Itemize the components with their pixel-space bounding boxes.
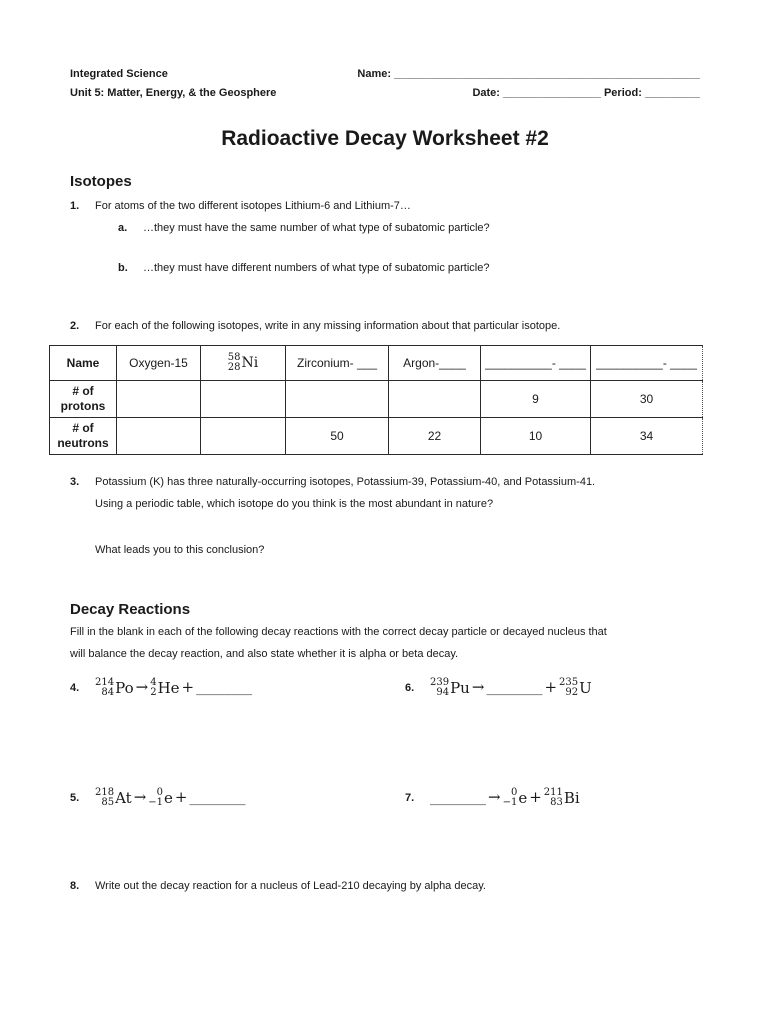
question-6 <box>405 678 700 698</box>
nuclide-symbol: At <box>115 789 132 807</box>
question-8-number: 8. <box>70 880 80 892</box>
table-cell: 34 <box>591 418 703 455</box>
question-1-text: For atoms of the two different isotopes Lithium-6 and Lithium-7… <box>95 200 411 212</box>
equation-row-1 <box>70 673 700 703</box>
table-header-name: Name <box>50 346 117 381</box>
nuclide-mass: 58 <box>227 352 241 363</box>
table-cell: 50 <box>286 418 389 455</box>
table-header-oxygen: Oxygen-15 <box>117 346 201 381</box>
question-2-number: 2. <box>70 320 80 332</box>
nuclide-mass: 0 <box>510 787 518 798</box>
table-cell: 9 <box>481 381 591 418</box>
question-5 <box>70 788 405 808</box>
nuclide-mass: 239 <box>430 677 450 688</box>
question-4 <box>70 678 405 698</box>
nuclide-bi-211 <box>544 788 580 808</box>
equation-5 <box>95 788 246 808</box>
nuclide-mass: 0 <box>156 787 164 798</box>
nuclide-u-235 <box>559 678 592 698</box>
question-1a <box>118 217 700 239</box>
plus-sign: + <box>181 678 195 696</box>
date-blank-line: ________________ <box>503 87 601 99</box>
question-3-followup: What leads you to this conclusion? <box>95 544 265 556</box>
question-3-number: 3. <box>70 476 80 488</box>
table-header-nickel <box>201 346 286 381</box>
nuclide-he-4 <box>150 678 179 698</box>
plus-sign: + <box>544 678 558 696</box>
question-1b-letter: b. <box>118 262 128 274</box>
nuclide-symbol: e <box>518 789 528 807</box>
date-label: Date: <box>472 87 500 99</box>
question-8 <box>70 875 700 897</box>
question-4-number: 4. <box>70 682 80 694</box>
nuclide-at-218 <box>95 788 132 808</box>
question-1 <box>70 195 700 217</box>
arrow: → <box>133 788 147 806</box>
period-blank-line: _________ <box>644 87 700 99</box>
date-period-fields <box>472 85 700 101</box>
nuclide-atomic: 94 <box>436 687 450 698</box>
row-label-protons: # of protons <box>50 381 117 418</box>
table-cell <box>201 381 286 418</box>
section-heading-isotopes: Isotopes <box>70 173 132 190</box>
question-5-number: 5. <box>70 792 80 804</box>
arrow: → <box>471 678 485 696</box>
question-2-text: For each of the following isotopes, write in any missing information about that particular isotope. <box>95 320 561 332</box>
equation-7 <box>430 788 580 808</box>
header-row-2 <box>70 85 700 101</box>
table-cell: 30 <box>591 381 703 418</box>
nuclide-mass: 235 <box>559 677 579 688</box>
question-2 <box>70 315 700 337</box>
answer-blank-6: ________ <box>486 680 543 696</box>
equation-4 <box>95 678 252 698</box>
table-cell <box>117 381 201 418</box>
nuclide-mass: 4 <box>150 677 157 688</box>
table-header-row <box>50 346 703 381</box>
question-3 <box>70 471 700 515</box>
table-cell <box>117 418 201 455</box>
question-1a-text: …they must have the same number of what type of subatomic particle? <box>143 222 490 234</box>
nuclide-electron <box>503 788 528 808</box>
nuclide-atomic: 85 <box>101 797 115 808</box>
arrow: → <box>488 788 501 806</box>
table-row-protons <box>50 381 703 418</box>
question-7 <box>405 788 700 808</box>
table-cell: 22 <box>389 418 481 455</box>
answer-blank-5: ________ <box>189 790 246 806</box>
section-heading-decay-reactions: Decay Reactions <box>70 601 191 618</box>
nuclide-electron <box>148 788 173 808</box>
nuclide-symbol: Bi <box>563 789 580 807</box>
question-1b-text: …they must have different numbers of what type of subatomic particle? <box>143 262 490 274</box>
question-8-text: Write out the decay reaction for a nucleus of Lead-210 decaying by alpha decay. <box>95 880 486 892</box>
nuclide-atomic: 92 <box>565 687 579 698</box>
header-row-1 <box>70 66 700 82</box>
decay-intro-line2: will balance the decay reaction, and also state whether it is alpha or beta decay. <box>70 648 459 660</box>
row-label-neutrons: # of neutrons <box>50 418 117 455</box>
nuclide-atomic: 28 <box>227 362 241 373</box>
nuclide-atomic: −1 <box>148 797 164 808</box>
nuclide-symbol: Ni <box>241 355 259 371</box>
question-7-number: 7. <box>405 792 415 804</box>
name-blank-line: __________________________________________________ <box>394 68 700 80</box>
nuclide-pu-239 <box>430 678 470 698</box>
table-header-zirconium: Zirconium- ___ <box>286 346 389 381</box>
nuclide-po-214 <box>95 678 134 698</box>
decay-intro <box>70 621 700 665</box>
question-1a-letter: a. <box>118 222 128 234</box>
answer-blank-4: ________ <box>196 680 253 696</box>
table-header-blank-2: __________- ____ <box>591 346 703 381</box>
nuclide-ni-58 <box>228 353 258 373</box>
nuclide-atomic: −1 <box>502 797 518 808</box>
question-1-number: 1. <box>70 200 80 212</box>
equation-row-2 <box>70 783 700 813</box>
course-title: Integrated Science <box>70 68 168 80</box>
nuclide-atomic: 83 <box>550 797 563 808</box>
nuclide-symbol: Pu <box>450 679 470 697</box>
table-header-blank-1: __________- ____ <box>481 346 591 381</box>
answer-blank-7: ________ <box>430 790 486 806</box>
unit-title: Unit 5: Matter, Energy, & the Geosphere <box>70 87 277 99</box>
name-label: Name: <box>357 68 392 80</box>
page-title: Radioactive Decay Worksheet #2 <box>221 127 549 150</box>
isotope-table <box>49 345 703 455</box>
decay-intro-line1: Fill in the blank in each of the following decay reactions with the correct decay particle or decayed nucleus that <box>70 626 607 638</box>
nuclide-mass: 218 <box>95 787 115 798</box>
nuclide-atomic: 2 <box>150 687 157 698</box>
table-cell <box>389 381 481 418</box>
question-3-line2: Using a periodic table, which isotope do you think is the most abundant in nature? <box>95 498 494 510</box>
period-label: Period: <box>603 87 642 99</box>
nuclide-symbol: He <box>157 679 180 697</box>
nuclide-mass: 214 <box>95 677 115 688</box>
question-6-number: 6. <box>405 682 415 694</box>
table-cell <box>201 418 286 455</box>
plus-sign: + <box>529 788 542 806</box>
arrow: → <box>135 678 149 696</box>
table-cell <box>286 381 389 418</box>
question-1b <box>118 257 700 279</box>
nuclide-atomic: 84 <box>101 687 115 698</box>
nuclide-symbol: Po <box>115 679 134 697</box>
table-cell: 10 <box>481 418 591 455</box>
name-field <box>357 66 700 82</box>
plus-sign: + <box>174 788 188 806</box>
nuclide-symbol: U <box>579 679 592 697</box>
equation-6 <box>430 678 592 698</box>
table-row-neutrons <box>50 418 703 455</box>
nuclide-mass: 211 <box>543 787 563 798</box>
question-3-text <box>95 471 667 515</box>
nuclide-symbol: e <box>164 789 173 807</box>
table-header-argon: Argon-____ <box>389 346 481 381</box>
question-3-line1: Potassium (K) has three naturally-occurring isotopes, Potassium-39, Potassium-40, and Potassium-41. <box>95 476 596 488</box>
